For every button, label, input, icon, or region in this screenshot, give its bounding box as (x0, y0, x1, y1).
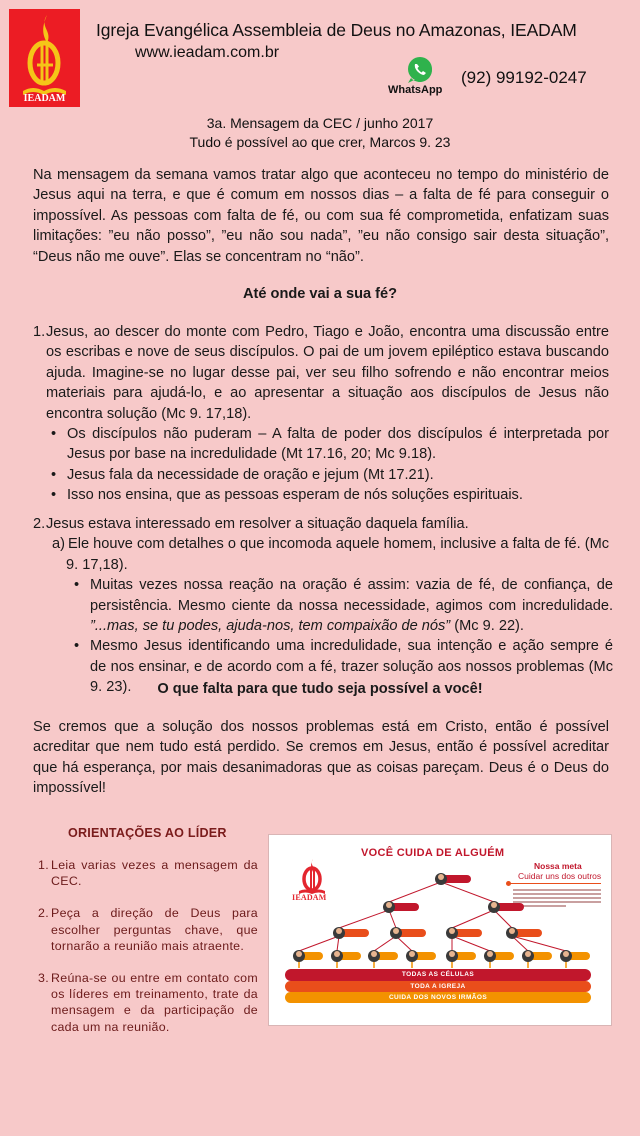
tree-link (441, 882, 494, 902)
intro-paragraph: Na mensagem da semana vamos tratar algo que aconteceu no tempo do ministério de Jesus aqui na terra, e que é comum em nossos dias – a falta de fé para conseguir o impossível. As pessoas com falta de fé, ou com sua fé comprometida, enfatizam suas limitações: ”eu não posso”, ”eu não sou nada”, ”eu não consigo sair desta situação”, “Deus não me ouve”. Elas se concentram no “não”. (33, 167, 609, 265)
bullet-item: • Mesmo Jesus identificando uma incredulidade, sua intenção e ação sempre é de nos ensinar, e de acordo com a fé, trazer solução aos nossos problemas (Mc 9. 23). (90, 636, 613, 697)
message-verse: Tudo é possível ao que crer, Marcos 9. 23 (189, 134, 451, 150)
website-link[interactable]: www.ieadam.com.br (135, 44, 280, 61)
person-face (409, 951, 415, 957)
leader-item-number: 1. (38, 858, 49, 872)
bullet-text: Muitas vezes nossa reação na oração é assim: vazia de fé, de confiança, de persistência. Mesmo ciente da nossa necessidade, agimos com incredulidade. (90, 577, 613, 614)
person-face (563, 951, 569, 957)
leader-item (38, 905, 258, 954)
tree-link (494, 910, 512, 928)
goal-title: Nossa meta (534, 861, 582, 871)
bullet-item: • Os discípulos não puderam – A falta de poder dos discípulos é interpretada por Jesus por base na incredulidade (Mt 17.16, 20; Mc 9.18). (67, 424, 609, 465)
whatsapp-icon (406, 56, 434, 84)
leader-item (38, 857, 258, 889)
care-infographic (268, 834, 612, 1026)
list-item-2 (33, 514, 623, 698)
bullet-item (90, 575, 613, 636)
person-face (393, 928, 399, 934)
tree-link (299, 936, 339, 951)
leader-item-text: Reúna-se ou entre em contato com os líderes em treinamento, trate da mensagem e da participação de cada um na reunião. (51, 971, 258, 1034)
person-face (438, 874, 444, 880)
band-label: TODA A IGREJA (410, 983, 466, 990)
bullet-item: • Isso nos ensina, que as pessoas esperam de nós soluções espirituais. (67, 485, 609, 505)
band-label: CUIDA DOS NOVOS IRMÃOS (388, 994, 488, 1001)
item-text: Jesus estava interessado em resolver a situação daquela família. (46, 516, 469, 532)
leader-guide-list (38, 857, 258, 1035)
whatsapp-label: WhatsApp (388, 84, 443, 96)
sub-item-text: Ele houve com detalhes o que incomoda aquele homem, inclusive a falta de fé. (Mc 9. 17,18). (66, 536, 610, 573)
goal-subtitle: Cuidar uns dos outros (518, 871, 602, 881)
leader-item (38, 970, 258, 1035)
person-face (386, 902, 392, 908)
leader-guide-title: ORIENTAÇÕES AO LÍDER (68, 826, 227, 840)
person-face (334, 951, 340, 957)
person-face (336, 928, 342, 934)
tree-link (374, 936, 396, 951)
person-face (525, 951, 531, 957)
person-face (487, 951, 493, 957)
person-face (491, 902, 497, 908)
person-face (509, 928, 515, 934)
tree-link (452, 936, 490, 951)
bullet-item: • Jesus fala da necessidade de oração e jejum (Mt 17.21). (67, 465, 609, 485)
bullet-quote: ”...mas, se tu podes, ajuda-nos, tem compaixão de nós” (90, 618, 451, 635)
person-face (371, 951, 377, 957)
tree-link (452, 910, 494, 928)
list-item-1 (33, 322, 609, 506)
band-label: TODAS AS CÉLULAS (401, 971, 475, 978)
leader-item-text: Leia varias vezes a mensagem da CEC. (51, 858, 258, 889)
person-face (296, 951, 302, 957)
person-face (449, 951, 455, 957)
section2-heading: O que falta para que tudo seja possível a você! (157, 681, 483, 697)
infographic-logo-text: IEADAM (292, 893, 327, 902)
item-number: 1. (33, 324, 46, 340)
phone-number[interactable]: (92) 99192-0247 (461, 68, 587, 87)
band-all-cells (285, 969, 591, 981)
band-whole-church (285, 981, 591, 992)
tree-link (389, 882, 441, 902)
bullet-ref: (Mc 9. 22). (454, 618, 524, 635)
message-title: 3a. Mensagem da CEC / junho 2017 (206, 115, 434, 131)
leader-item-number: 3. (38, 971, 49, 986)
section2-paragraph: Se cremos que a solução dos nossos problemas está em Cristo, então é possível acreditar que nem tudo está perdido. Se cremos em Jesus, então é possível acreditar que há esperança, por mais desanimadoras que as coisas pareçam. Deus é o Deus do impossível! (33, 719, 609, 797)
infographic-title: VOCÊ CUIDA DE ALGUÉM (361, 847, 505, 859)
section1-heading: Até onde vai a sua fé? (242, 286, 398, 302)
tree-link (339, 910, 389, 928)
leader-item-number: 2. (38, 906, 49, 921)
item-number: 2. (33, 516, 46, 532)
band-new-members (285, 992, 591, 1003)
sub-item-label: a) (52, 536, 65, 553)
person-face (449, 928, 455, 934)
ieadam-logo (9, 9, 80, 107)
leader-item-text: Peça a direção de Deus para escolher perguntas chave, que tornarão a reunião mais atraente. (51, 906, 258, 953)
org-name: Igreja Evangélica Assembleia de Deus no Amazonas, IEADAM (96, 20, 577, 40)
logo-text: IEADAM (23, 93, 66, 104)
item-text: Jesus, ao descer do monte com Pedro, Tiago e João, encontra uma discussão entre os escribas e nove de seus discípulos. O pai de um jovem epiléptico estava buscando ajuda. Imagine-se no lugar desse pai, ver seu filho sofrendo e não encontrar meios materiais para ajudá-lo, e ao apresentar a situação aos discípulos de Jesus não encontra solução (Mc 9. 17,18). (46, 324, 609, 422)
